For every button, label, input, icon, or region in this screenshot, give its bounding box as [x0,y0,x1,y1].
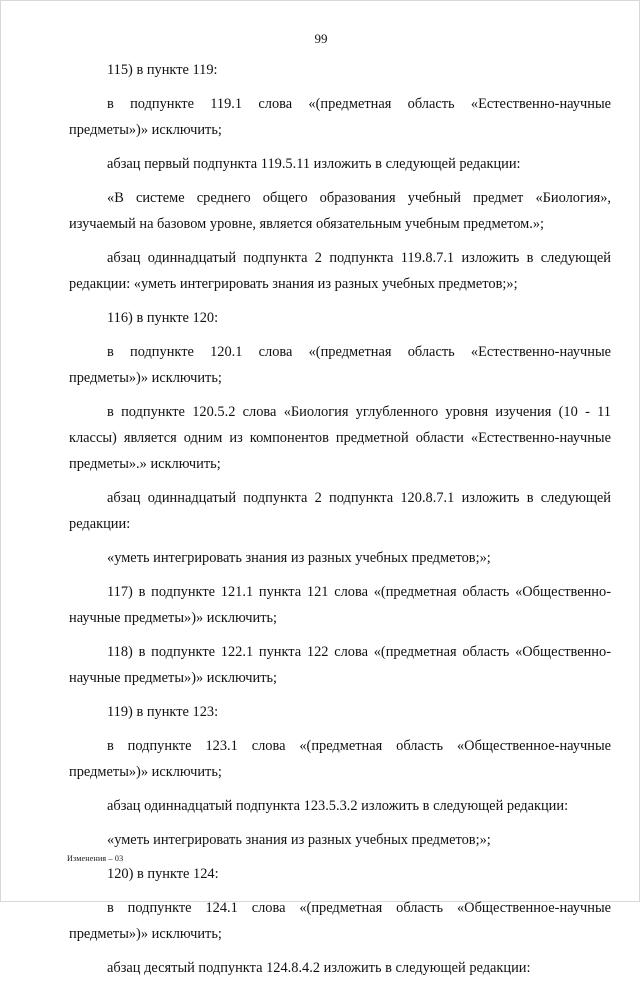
paragraph: в подпункте 120.1 слова «(предметная область «Естественно-научные предметы»)» исключить; [69,344,611,386]
paragraph: в подпункте 120.5.2 слова «Биология углубленного уровня изучения (10 - 11 классы) является одним из компонентов предметной области «Естественно-научные предметы».» исключить; [69,404,611,472]
paragraph: абзац одиннадцатый подпункта 2 подпункта 119.8.7.1 изложить в следующей редакции: «уметь интегрировать знания из разных учебных предметов;»; [69,250,611,292]
page-number: 99 [314,31,328,46]
document-body [69,57,611,981]
paragraph: в подпункте 124.1 слова «(предметная область «Общественное-научные предметы»)» исключить; [69,900,611,942]
footer-note: Изменения – 03 [67,854,124,863]
paragraph: абзац десятый подпункта 124.8.4.2 изложить в следующей редакции: [107,960,531,976]
paragraph: 118) в подпункте 122.1 пункта 122 слова «(предметная область «Общественно-научные предметы»)» исключить; [69,644,611,686]
paragraph: абзац первый подпункта 119.5.11 изложить в следующей редакции: [107,156,521,172]
paragraph: 116) в пункте 120: [107,310,219,326]
paragraph: абзац одиннадцатый подпункта 123.5.3.2 изложить в следующей редакции: [107,798,569,814]
paragraph: «уметь интегрировать знания из разных учебных предметов;»; [107,550,491,566]
paragraph: 117) в подпункте 121.1 пункта 121 слова «(предметная область «Общественно-научные предметы»)» исключить; [69,584,611,626]
paragraph: «уметь интегрировать знания из разных учебных предметов;»; [107,832,491,848]
paragraph: абзац одиннадцатый подпункта 2 подпункта 120.8.7.1 изложить в следующей редакции: [69,490,611,532]
paragraph: в подпункте 123.1 слова «(предметная область «Общественное-научные предметы»)» исключить; [69,738,611,780]
paragraph: 120) в пункте 124: [107,866,219,882]
paragraph: в подпункте 119.1 слова «(предметная область «Естественно-научные предметы»)» исключить; [69,96,611,138]
paragraph: «В системе среднего общего образования учебный предмет «Биология», изучаемый на базовом уровне, является обязательным учебным предметом.»; [69,190,611,232]
paragraph: 115) в пункте 119: [107,62,218,78]
paragraph: 119) в пункте 123: [107,704,219,720]
